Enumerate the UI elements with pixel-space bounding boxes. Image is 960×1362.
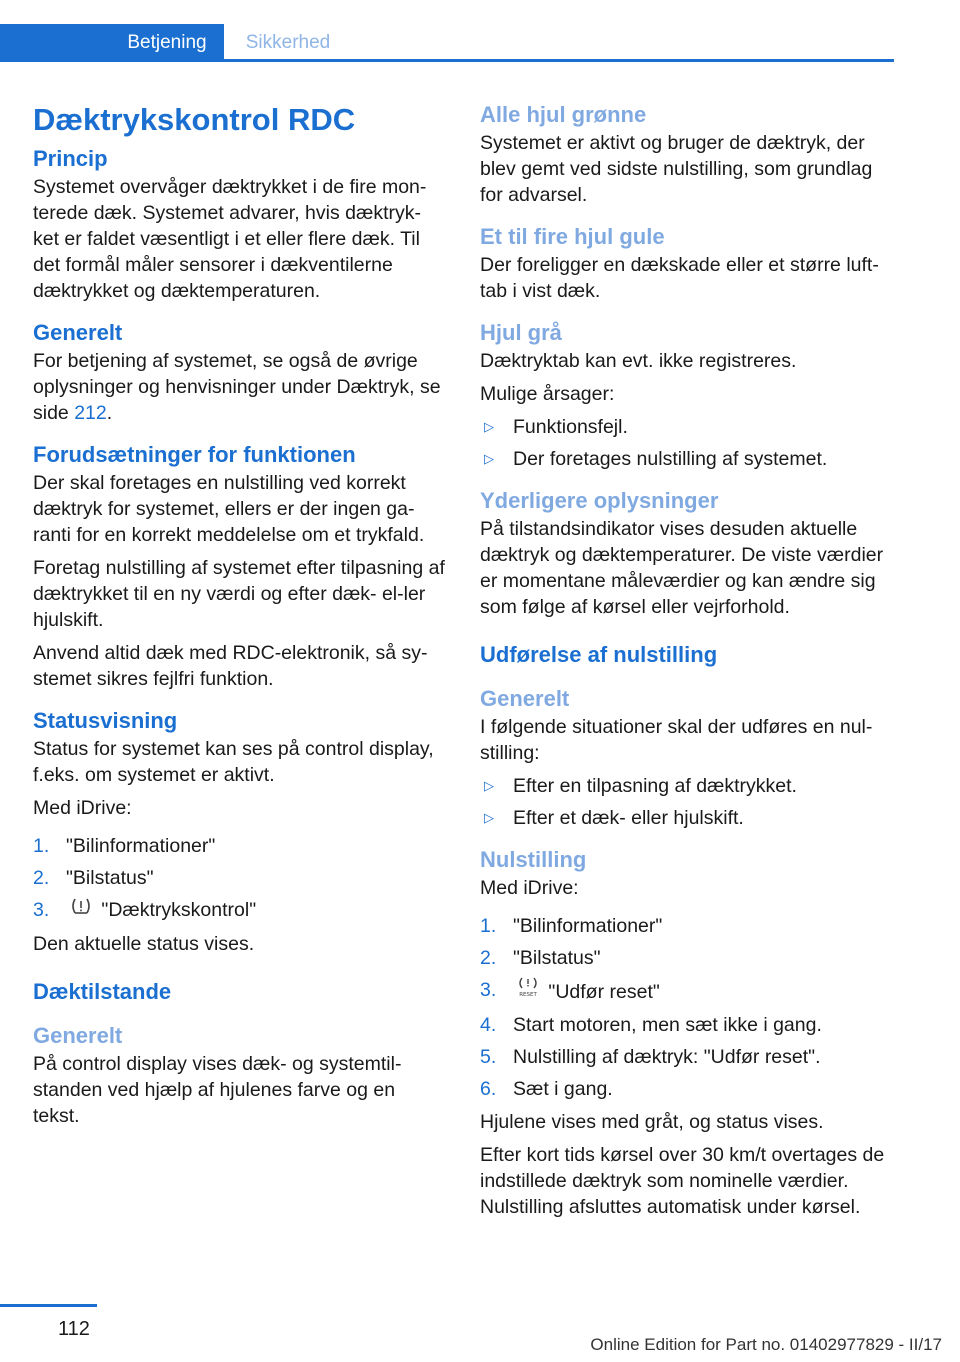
heading-graa: Hjul grå (480, 320, 562, 345)
list-item (480, 945, 898, 971)
heading-nulstilling: Nulstilling (480, 847, 587, 872)
page-number: 112 (58, 1318, 90, 1340)
bullet-text: Efter et dæk- eller hjulskift. (513, 807, 744, 829)
step-number: 4. (480, 1014, 497, 1036)
text-nulstilling-end-2: Efter kort tids kørsel over 30 km/t overtages de indstillede dæktryk som nominelle værdier. Nulstilling afsluttes automatisk under kørsel. (480, 1144, 885, 1218)
list-item (480, 913, 898, 939)
step-number: 3. (480, 979, 497, 1001)
tab-betjening-label: Betjening (127, 32, 207, 53)
text-generelt-body: For betjening af systemet, se også de øvrige oplysninger og henvisninger under Dæktryk, se side (33, 350, 441, 424)
step-number: 6. (480, 1078, 497, 1100)
heading-gule: Et til fire hjul gule (480, 224, 665, 249)
left-column (33, 100, 445, 1136)
tire-pressure-warning-icon (66, 897, 96, 924)
list-item (480, 805, 898, 831)
step-number: 5. (480, 1046, 497, 1068)
step-text: Start motoren, men sæt ikke i gang. (513, 1014, 822, 1036)
text-generelt-end: . (106, 402, 113, 424)
text-yderligere: På tilstandsindikator vises desuden aktuelle dæktryk og dæktemperaturer. De viste værdier er momentane måleværdier og kan ændre sig som følge af kørsel eller vejrforhold. (480, 518, 884, 618)
text-generelt (33, 348, 445, 426)
nulstilling-steps (480, 913, 898, 1102)
text-forud-3: Anvend altid dæk med RDC-elektronik, så sy-stemet sikres fejlfri funktion. (33, 642, 428, 690)
text-groenne: Systemet er aktivt og bruger de dæktryk, der blev gemt ved sidste nulstilling, som grundlag for advarsel. (480, 132, 873, 206)
heading-generelt: Generelt (33, 320, 123, 345)
text-graa-1: Dæktryktab kan evt. ikke registreres. (480, 350, 797, 372)
edition-note: Online Edition for Part no. 01402977829 - II/17 (590, 1335, 942, 1354)
heading-princip: Princip (33, 146, 108, 171)
step-number: 1. (480, 915, 497, 937)
heading-forudsaetninger: Forudsætninger for funktionen (33, 442, 356, 467)
bullet-triangle-icon: ▷ (484, 778, 494, 793)
text-forud-2: Foretag nulstilling af systemet efter tilpasning af dæktrykket til en ny værdi og efter dæk- el-ler hjulskift. (33, 557, 445, 631)
bullet-text: Efter en tilpasning af dæktrykket. (513, 775, 797, 797)
list-item (480, 1044, 898, 1070)
heading-yderligere: Yderligere oplysninger (480, 488, 719, 513)
heading-udfoerelse-generelt: Generelt (480, 686, 570, 711)
text-status-3: Den aktuelle status vises. (33, 933, 255, 955)
text-forud-1: Der skal foretages en nulstilling ved korrekt dæktryk for systemet, ellers er der ingen ga-ranti for en korrekt meddelelse om et trykfald. (33, 472, 425, 546)
step-number: 2. (480, 947, 497, 969)
status-steps (33, 833, 445, 924)
text-princip: Systemet overvåger dæktrykket i de fire mon-terede dæk. Systemet advarer, hvis dæktryk-ket er faldet væsentligt i et eller flere dæk. Til det formål måler sensorer i dækventilerne dæktrykket og dæktemperaturen. (33, 176, 427, 302)
text-status-2: Med iDrive: (33, 797, 132, 819)
text-nulstilling-end-1: Hjulene vises med gråt, og status vises. (480, 1111, 824, 1133)
list-item (33, 897, 445, 924)
list-item (480, 446, 898, 472)
udfoerelse-bullets (480, 773, 898, 831)
heading-groenne: Alle hjul grønne (480, 102, 647, 127)
list-item (480, 1012, 898, 1038)
text-nulstilling: Med iDrive: (480, 877, 579, 899)
list-item (480, 977, 898, 1006)
list-item (33, 833, 445, 859)
tab-sikkerhed[interactable]: Sikkerhed (245, 32, 331, 53)
step-text: "Bilstatus" (513, 947, 601, 969)
step-number: 3. (33, 899, 50, 921)
text-udfoerelse-generelt: I følgende situationer skal der udføres en nul-stilling: (480, 716, 873, 764)
text-daektilstande: På control display vises dæk- og systemtil-standen ved hjælp af hjulenes farve og en tekst. (33, 1053, 402, 1127)
graa-bullets (480, 414, 898, 472)
page-link[interactable]: 212 (74, 402, 107, 424)
chapter-tabs (0, 24, 894, 62)
step-text: "Bilinformationer" (66, 835, 216, 857)
bullet-triangle-icon: ▷ (484, 451, 494, 466)
tab-betjening[interactable] (0, 24, 224, 59)
list-item (33, 865, 445, 891)
list-item (480, 414, 898, 440)
bullet-triangle-icon: ▷ (484, 419, 494, 434)
text-status-1: Status for systemet kan ses på control display, f.eks. om systemet er aktivt. (33, 738, 434, 786)
right-column (480, 100, 898, 1227)
step-number: 1. (33, 835, 50, 857)
text-graa-2: Mulige årsager: (480, 383, 615, 405)
list-item (480, 773, 898, 799)
reset-icon-label: RESET (519, 992, 537, 997)
footer-rule (0, 1304, 97, 1307)
heading-daektilstande-generelt: Generelt (33, 1023, 123, 1048)
step-number: 2. (33, 867, 50, 889)
bullet-text: Der foretages nulstilling af systemet. (513, 448, 828, 470)
text-gule: Der foreligger en dækskade eller et større luft-tab i vist dæk. (480, 254, 879, 302)
page-title: Dæktrykskontrol RDC (33, 102, 356, 137)
tab-rule (0, 59, 894, 62)
step-text: "Bilinformationer" (513, 915, 663, 937)
step-text: Sæt i gang. (513, 1078, 613, 1100)
step-text: Nulstilling af dæktryk: "Udfør reset". (513, 1046, 821, 1068)
tire-reset-icon (513, 977, 543, 1006)
bullet-text: Funktionsfejl. (513, 416, 628, 438)
list-item (480, 1076, 898, 1102)
heading-statusvisning: Statusvisning (33, 708, 178, 733)
step-text: "Dæktrykskontrol" (96, 899, 257, 921)
heading-udfoerelse: Udførelse af nulstilling (480, 642, 718, 667)
bullet-triangle-icon: ▷ (484, 810, 494, 825)
step-text: "Bilstatus" (66, 867, 154, 889)
heading-daektilstande: Dæktilstande (33, 979, 172, 1004)
step-text: "Udfør reset" (543, 981, 660, 1003)
